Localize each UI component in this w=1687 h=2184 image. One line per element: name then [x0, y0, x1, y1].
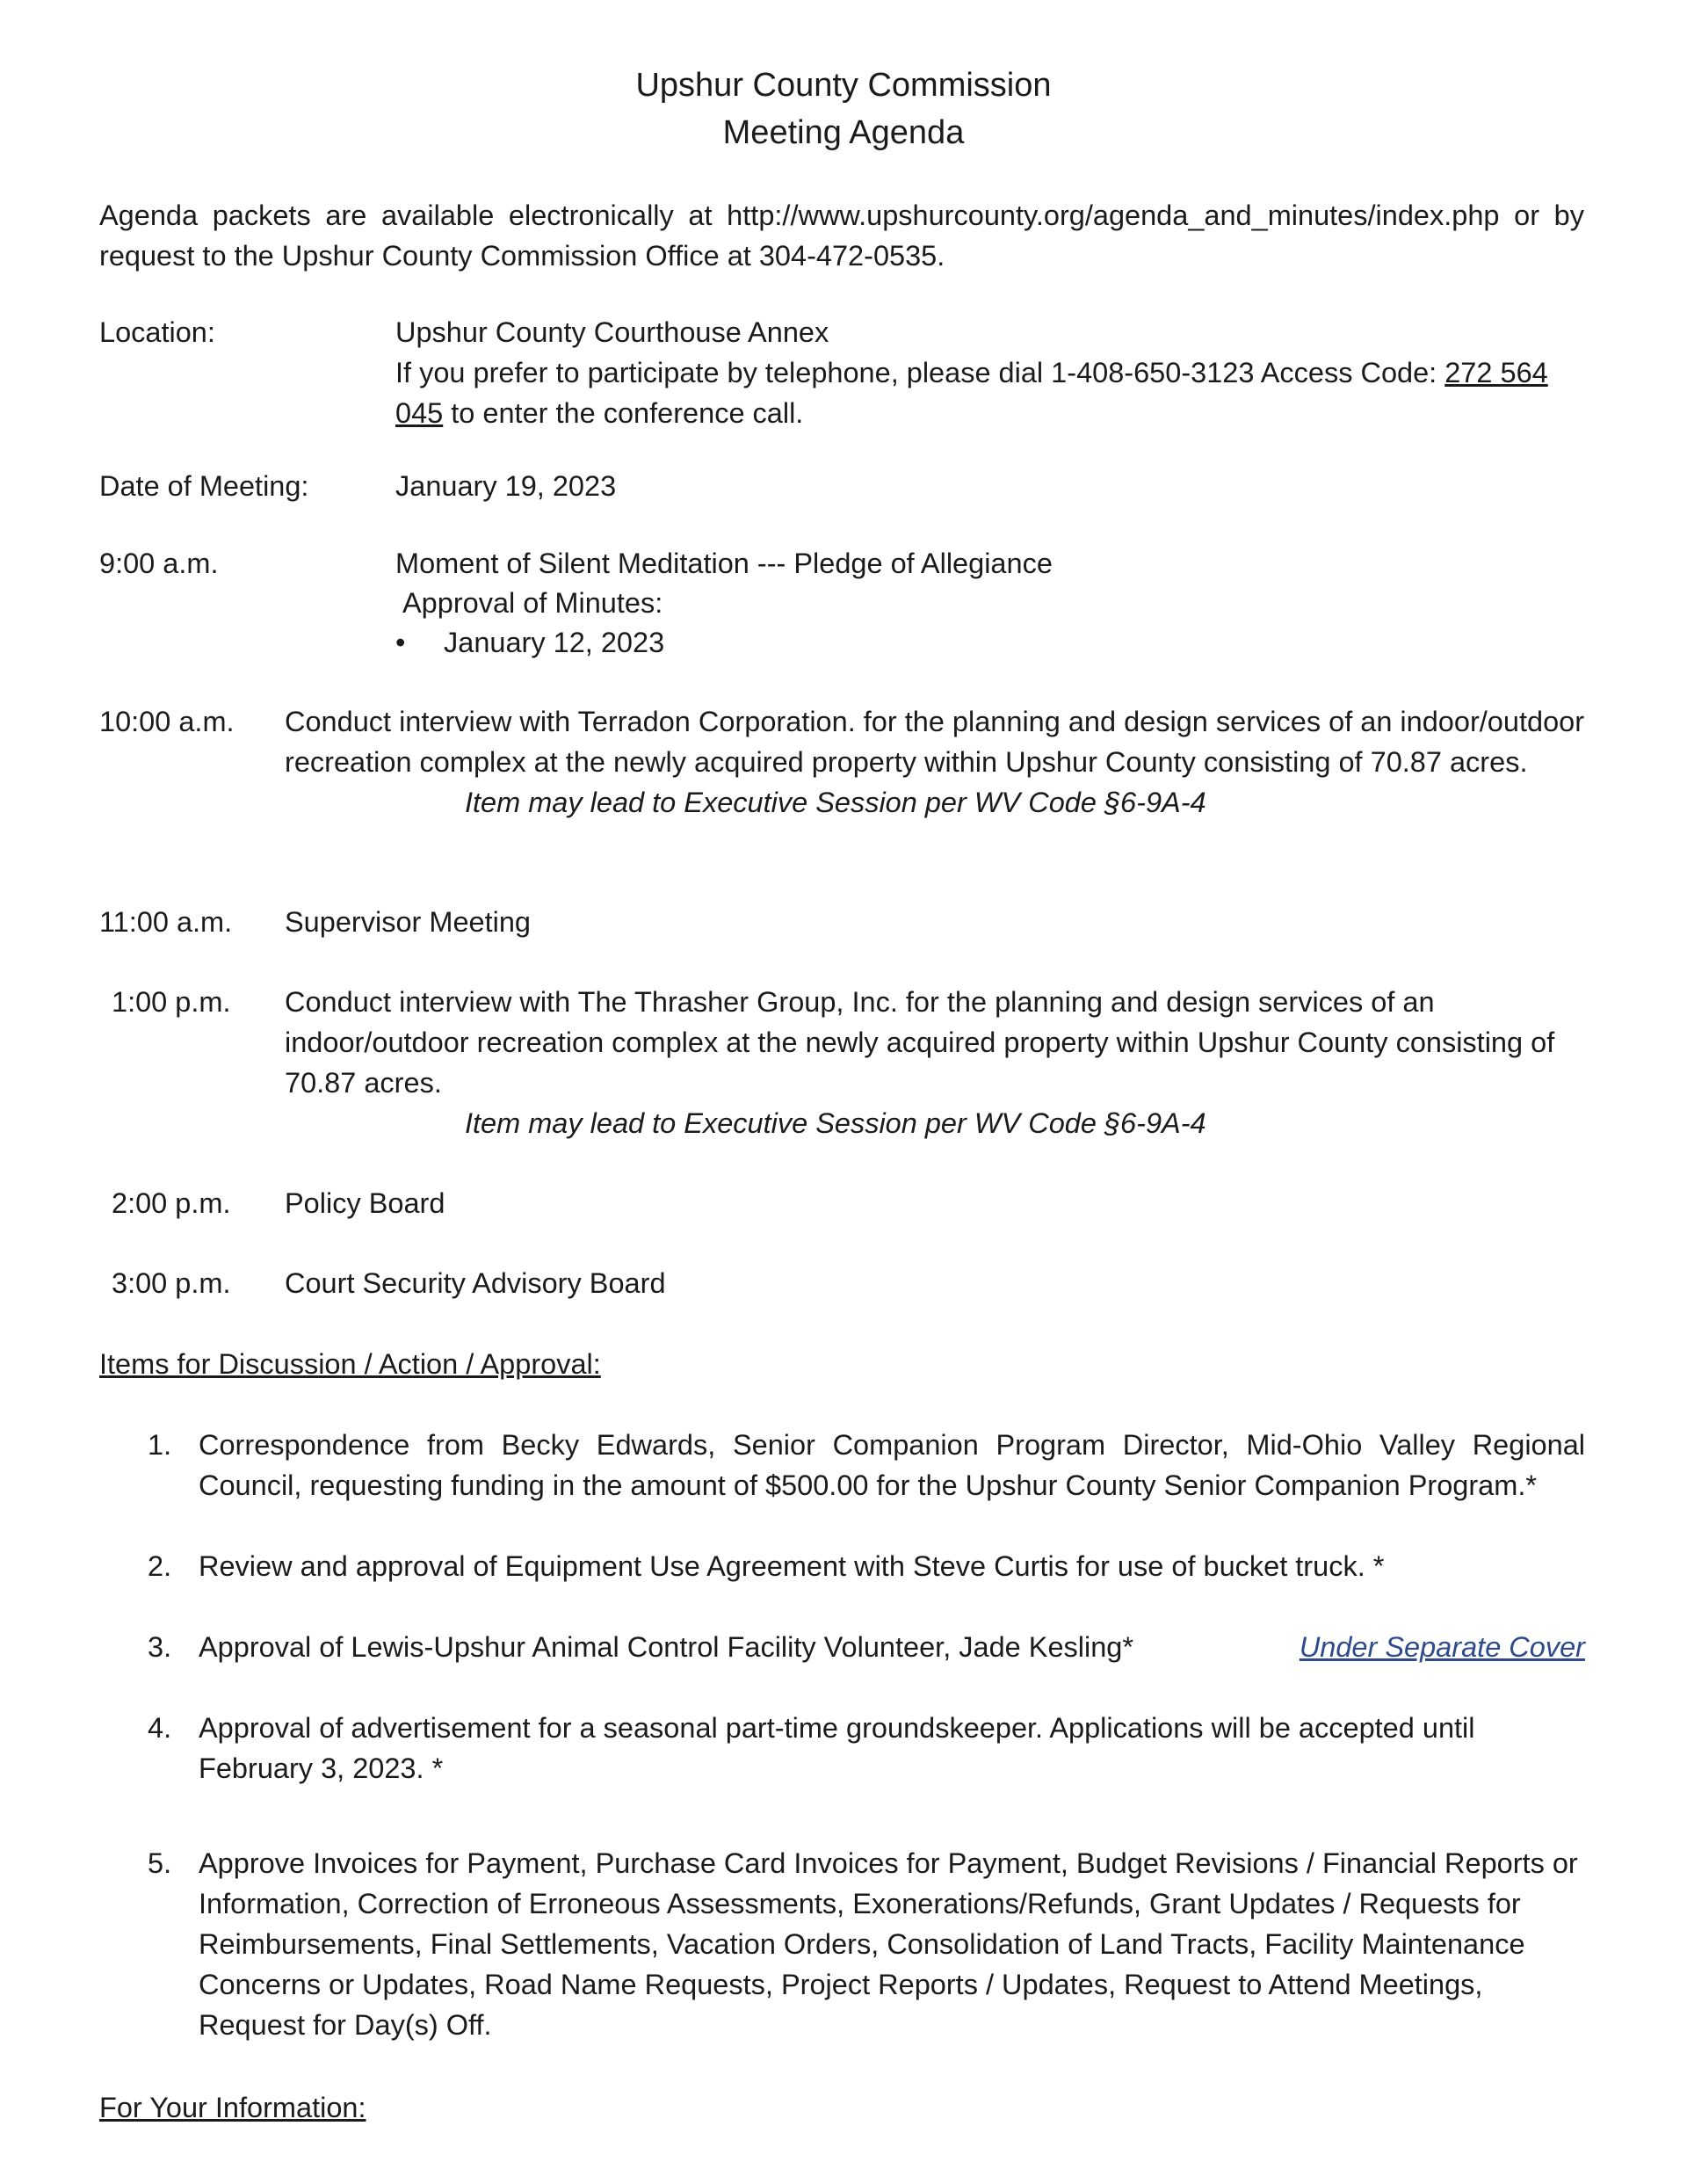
time-900: 9:00 a.m. [99, 548, 219, 579]
item-number: 3. [148, 1631, 172, 1663]
location-value [395, 312, 1573, 433]
discussion-heading: Items for Discussion / Action / Approval: [99, 1348, 601, 1380]
location-place: Upshur County Courthouse Annex [395, 316, 829, 348]
date-value: January 19, 2023 [395, 470, 617, 502]
time-300: 3:00 p.m. [112, 1267, 231, 1299]
item-1000-text: Conduct interview with Terradon Corporation. for the planning and design services of an indoor/outdoor recreation complex at the newly acquired property within Upshur County consisting of 70.87 acres. [285, 706, 1585, 778]
item-1000 [285, 701, 1585, 823]
discussion-item-3 [199, 1627, 1585, 1667]
discussion-item-2: Review and approval of Equipment Use Agreement with Steve Curtis for use of bucket truck. * [199, 1550, 1385, 1582]
separate-cover-link[interactable]: Under Separate Cover [1299, 1631, 1585, 1663]
item-100-text: Conduct interview with The Thrasher Group, Inc. for the planning and design services of an indoor/outdoor recreation complex at the newly acquired property within Upshur County consisting of 70.87 acres. [285, 986, 1555, 1099]
item-1100: Supervisor Meeting [285, 906, 531, 938]
item-100 [285, 982, 1585, 1143]
location-label: Location: [99, 316, 215, 348]
discussion-item-4: Approval of advertisement for a seasonal part-time groundskeeper. Applications will be accepted until February 3, 2023. * [199, 1712, 1475, 1784]
item-300: Court Security Advisory Board [285, 1267, 666, 1299]
time-100: 1:00 p.m. [112, 986, 231, 1018]
item-900-line1: Moment of Silent Meditation --- Pledge of Allegiance [395, 548, 1053, 579]
page-title [0, 62, 1687, 156]
item-number: 4. [148, 1712, 172, 1744]
item-200: Policy Board [285, 1187, 445, 1219]
item-number: 1. [148, 1429, 172, 1461]
discussion-item-1: Correspondence from Becky Edwards, Senior Companion Program Director, Mid-Ohio Valley Regional Council, requesting funding in the amount of $500.00 for the Upshur County Senior Companion Program.* [199, 1429, 1585, 1501]
location-phone [395, 352, 1573, 433]
access-code: 272 564 045 [395, 357, 1548, 429]
time-1000: 10:00 a.m. [99, 706, 235, 737]
minutes-date: January 12, 2023 [444, 627, 665, 658]
date-label: Date of Meeting: [99, 470, 309, 502]
bullet-icon: • [395, 627, 406, 658]
phone-text: If you prefer to participate by telephone, please dial 1-408-650-3123 Access Code: [395, 357, 1445, 388]
time-200: 2:00 p.m. [112, 1187, 231, 1219]
item-1000-note: Item may lead to Executive Session per WV Code §6-9A-4 [465, 787, 1206, 818]
title-line-1: Upshur County Commission [635, 67, 1052, 104]
item-100-note: Item may lead to Executive Session per WV Code §6-9A-4 [465, 1107, 1206, 1139]
item-number: 2. [148, 1550, 172, 1582]
phone-suffix: to enter the conference call. [443, 397, 804, 429]
item-900-line2: Approval of Minutes: [402, 587, 663, 619]
time-1100: 11:00 a.m. [99, 906, 233, 938]
fyi-heading: For Your Information: [99, 2092, 366, 2123]
discussion-item-3-text: Approval of Lewis-Upshur Animal Control Facility Volunteer, Jade Kesling* [199, 1631, 1134, 1663]
title-line-2: Meeting Agenda [722, 114, 965, 151]
discussion-item-5: Approve Invoices for Payment, Purchase Card Invoices for Payment, Budget Revisions / Financial Reports or Information, Correction of Erroneous Assessments, Exonerations/Refunds, Grant Updates / Requests for Reimbursements, Final Settlements, Vacation Orders, Consolidation of Land Tracts, Facility Maintenance Concerns or Updates, Road Name Requests, Project Reports / Updates, Request to Attend Meetings, Request for Day(s) Off. [199, 1847, 1578, 2041]
intro-paragraph: Agenda packets are available electronically at http://www.upshurcounty.org/agenda_and_minutes/index.php or by request to the Upshur County Commission Office at 304-472-0535. [99, 200, 1584, 272]
item-number: 5. [148, 1847, 172, 1879]
